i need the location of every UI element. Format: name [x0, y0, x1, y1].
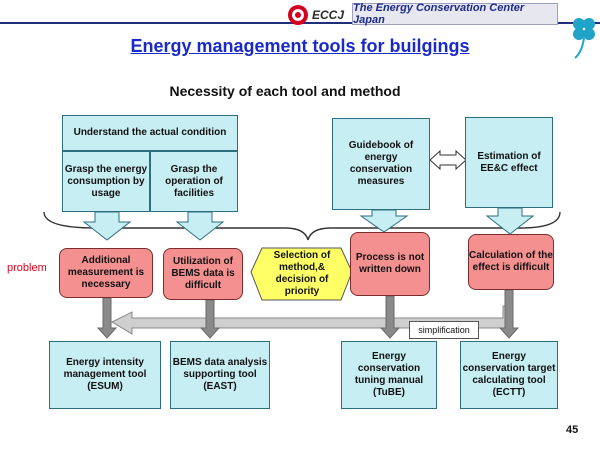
additional-measurement-box: Additional measurement is necessary — [59, 248, 153, 298]
arrow-consumption-down — [84, 212, 130, 240]
page-number: 45 — [566, 424, 579, 436]
selection-text: Selection of method,& decision of priority — [273, 250, 331, 297]
tool-ectt-box: Energy conservation target calculating tool (ECTT) — [460, 341, 558, 409]
calculation-box: Calculation of the effect is difficult — [468, 234, 554, 290]
grasp-operation-box: Grasp the operation of facilities — [150, 151, 238, 212]
process-box: Process is not written down — [350, 232, 430, 296]
estimation-box: Estimation of EE&C effect — [465, 117, 553, 208]
understand-box: Understand the actual condition — [62, 115, 238, 151]
arrow-esum-down — [98, 298, 116, 338]
grasp-consumption-box: Grasp the energy consumption by usage — [62, 151, 150, 212]
simplification-label: simplification — [409, 321, 479, 339]
tool-tube-box: Energy conservation tuning manual (TuBE) — [341, 341, 437, 409]
page-title: Energy management tools for builgings — [130, 36, 470, 56]
down-arrows-top — [84, 208, 533, 240]
arrow-estimation-down — [487, 208, 533, 234]
page-subtitle: Necessity of each tool and method — [169, 83, 401, 99]
arrow-tube-down — [381, 296, 399, 338]
org-full-name: The Energy Conservation Center Japan — [352, 3, 558, 25]
org-short-name: ECCJ — [312, 8, 345, 22]
bems-utilization-box: Utilization of BEMS data is difficult — [163, 248, 243, 300]
guidebook-box: Guidebook of energy conservation measures — [332, 118, 430, 210]
arrow-operation-down — [177, 212, 223, 240]
tool-east-box: BEMS data analysis supporting tool (EAST) — [170, 341, 270, 409]
tool-esum-box: Energy intensity management tool (ESUM) — [49, 341, 161, 409]
double-arrow-icon — [430, 151, 466, 169]
problem-label: problem — [7, 262, 47, 274]
